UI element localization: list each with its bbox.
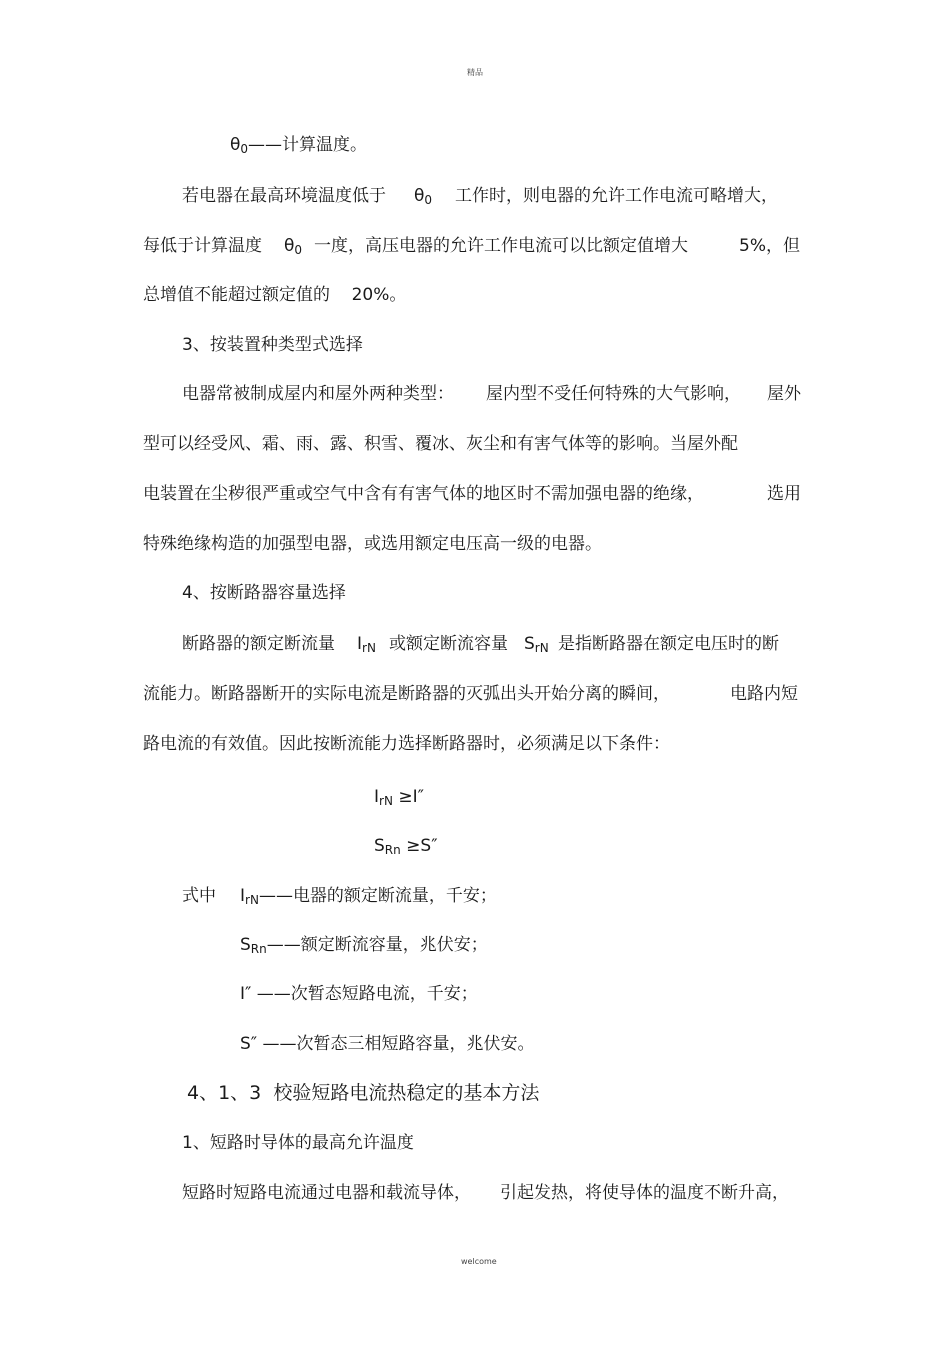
page-footer: welcome [461, 1257, 497, 1266]
section-heading: 4、1、3 校验短路电流热稳定的基本方法 [187, 1082, 540, 1104]
theta-subscript: 0 [424, 193, 433, 207]
para-temp-line3: 总增值不能超过额定值的 20%。 [143, 285, 407, 305]
para-temp-line1-sym [414, 185, 432, 211]
definition-i-subtransient: I″ ——次暂态短路电流，千安； [240, 984, 478, 1004]
para-short-circuit-b: 引起发热，将使导体的温度不断升高， [500, 1183, 789, 1203]
page-header: 精品 [467, 68, 483, 77]
para-breaker-line1-a: 断路器的额定断流量 [182, 634, 335, 654]
para-temp-line2-a: 每低于计算温度 [143, 236, 262, 256]
def-I: I [240, 886, 246, 906]
def-I-sub: rN [245, 893, 259, 907]
current-symbol: I [357, 634, 363, 654]
formula-S-rest: ≥S″ [400, 836, 438, 856]
formula-capacity [374, 835, 438, 861]
def-S-sub: Rn [250, 942, 267, 956]
heading-4: 4、按断路器容量选择 [182, 583, 346, 603]
definitions-label: 式中 [182, 886, 216, 906]
formula-I-sub: rN [379, 794, 393, 808]
definition-s-subtransient: S″ ——次暂态三相短路容量，兆伏安。 [240, 1034, 535, 1054]
formula-S-sub: Rn [384, 843, 401, 857]
theta-definition: ——计算温度。 [248, 135, 368, 155]
theta-symbol: θ [284, 236, 295, 256]
def-I-text: ——电器的额定断流量，千安； [258, 886, 497, 906]
para-type-line1-b: 屋内型不受任何特殊的大气影响， [486, 384, 741, 404]
para-breaker-line1-b: 或额定断流容量 [389, 634, 508, 654]
para-type-line2: 型可以经受风、霜、雨、露、积雪、覆冰、灰尘和有害气体等的影响。当屋外配 [143, 434, 738, 454]
para-type-line1-a: 电器常被制成屋内和屋外两种类型： [182, 384, 454, 404]
formula-current [374, 786, 424, 812]
capacity-symbol: S [524, 634, 535, 654]
formula-S: S [374, 836, 385, 856]
formula-I-rest: ≥I″ [392, 787, 424, 807]
para-breaker-line1-c: 是指断路器在额定电压时的断 [558, 634, 779, 654]
para-breaker-line2-a: 流能力。断路器断开的实际电流是断路器的灭弧出头开始分离的瞬间， [143, 684, 670, 704]
theta-subscript: 0 [240, 142, 249, 156]
para-breaker-line2-b: 电路内短 [730, 684, 798, 704]
para-temp-line2-c: 5%，但 [739, 236, 800, 256]
para-type-line3-b: 选用 [767, 484, 801, 504]
para-temp-line2-sym [284, 235, 302, 261]
para-temp-line1-a: 若电器在最高环境温度低于 [182, 186, 386, 206]
def-S-text: ——额定断流容量，兆伏安； [266, 935, 488, 955]
capacity-subscript: rN [534, 641, 549, 655]
theta-symbol: θ [230, 135, 241, 155]
para-temp-line1-b: 工作时，则电器的允许工作电流可略增大， [455, 186, 778, 206]
para-short-circuit-a: 短路时短路电流通过电器和载流导体， [182, 1183, 471, 1203]
para-breaker-line1-I [357, 633, 376, 659]
para-breaker-line1-S [524, 633, 549, 659]
subsection-heading: 1、短路时导体的最高允许温度 [182, 1133, 414, 1153]
theta-symbol: θ [414, 186, 425, 206]
para-temp-line2-b: 一度，高压电器的允许工作电流可以比额定值增大 [314, 236, 688, 256]
theta-subscript: 0 [294, 243, 303, 257]
heading-3: 3、按装置种类型式选择 [182, 335, 363, 355]
para-type-line4: 特殊绝缘构造的加强型电器，或选用额定电压高一级的电器。 [143, 534, 602, 554]
para-type-line1-c: 屋外 [767, 384, 801, 404]
definition-srn [240, 934, 488, 960]
para-breaker-line3: 路电流的有效值。因此按断流能力选择断路器时，必须满足以下条件： [143, 734, 670, 754]
current-subscript: rN [362, 641, 376, 655]
theta0-line [230, 134, 367, 160]
formula-I: I [374, 787, 380, 807]
def-S: S [240, 935, 251, 955]
definition-irn [240, 885, 497, 911]
para-type-line3-a: 电装置在尘秽很严重或空气中含有有害气体的地区时不需加强电器的绝缘， [143, 484, 704, 504]
